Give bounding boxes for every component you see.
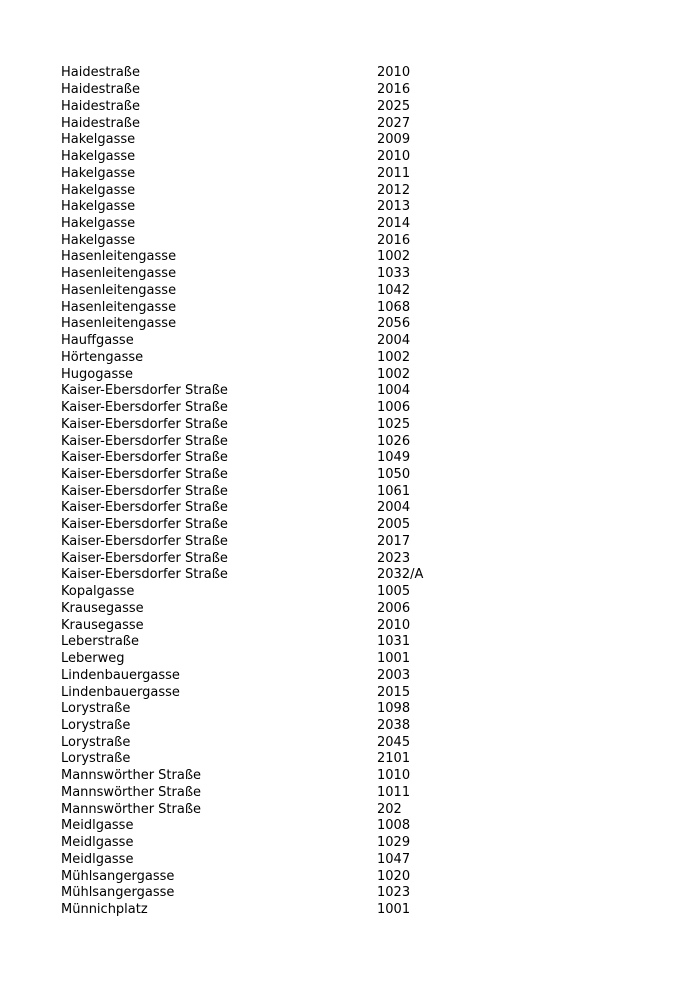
street-name: Haidestraße (61, 82, 140, 98)
house-number: 1002 (377, 249, 411, 265)
list-item (61, 316, 581, 333)
list-item (61, 601, 581, 618)
list-item (61, 216, 581, 233)
street-name: Krausegasse (61, 600, 144, 616)
street-name: Meidlgasse (61, 851, 134, 867)
house-number: 1042 (377, 282, 411, 298)
list-item (61, 182, 581, 199)
house-number: 1023 (377, 885, 411, 901)
list-item (61, 98, 581, 115)
street-name: Mannswörther Straße (61, 801, 202, 817)
house-number: 2017 (377, 533, 411, 549)
house-number: 2006 (377, 600, 411, 616)
list-item (61, 534, 581, 551)
house-number: 1001 (377, 651, 411, 667)
street-name: Kaiser-Ebersdorfer Straße (61, 450, 228, 466)
house-number: 1002 (377, 349, 411, 365)
street-name: Meidlgasse (61, 818, 134, 834)
list-item (61, 801, 581, 818)
street-name: Lindenbauergasse (61, 684, 180, 700)
house-number: 2038 (377, 718, 411, 733)
list-item (61, 835, 581, 852)
street-name: Mühlsangergasse (61, 885, 175, 901)
street-name: Hakelgasse (61, 215, 136, 231)
street-name: Hakelgasse (61, 199, 136, 215)
house-number: 2009 (377, 132, 411, 148)
list-item (61, 132, 581, 149)
list-item (61, 349, 581, 366)
street-name: Kaiser-Ebersdorfer Straße (61, 550, 228, 566)
list-item (61, 634, 581, 651)
list-item (61, 232, 581, 249)
street-name: Kaiser-Ebersdorfer Straße (61, 433, 228, 449)
list-item (61, 684, 581, 701)
house-number: 2045 (377, 734, 411, 750)
house-number: 1002 (377, 366, 411, 382)
house-number: 1068 (377, 299, 411, 315)
street-name: Krausegasse (61, 617, 144, 633)
street-name: Hauffgasse (61, 333, 134, 349)
list-item (61, 433, 581, 450)
house-number: 1011 (377, 784, 411, 800)
house-number: 2004 (377, 333, 411, 349)
house-number: 1026 (377, 433, 411, 449)
list-item (61, 467, 581, 484)
list-item (61, 165, 581, 182)
street-name: Kaiser-Ebersdorfer Straße (61, 500, 228, 516)
street-name: Haidestraße (61, 115, 140, 131)
house-number: 1004 (377, 383, 411, 399)
street-name: Kopalgasse (61, 584, 135, 600)
list-item (61, 65, 581, 82)
list-item (61, 701, 581, 718)
list-item (61, 768, 581, 785)
list-item (61, 651, 581, 668)
house-number: 2101 (377, 751, 411, 767)
street-name: Hakelgasse (61, 149, 136, 165)
list-item (61, 751, 581, 768)
house-number: 1031 (377, 634, 411, 650)
street-name: Kaiser-Ebersdorfer Straße (61, 466, 228, 482)
house-number: 1006 (377, 400, 411, 416)
street-name: Lindenbauergasse (61, 667, 180, 683)
list-item (61, 902, 581, 919)
house-number: 202 (377, 801, 402, 817)
house-number: 1047 (377, 851, 411, 867)
street-name: Lorystraße (61, 701, 131, 717)
list-item (61, 82, 581, 99)
list-item (61, 868, 581, 885)
street-name: Kaiser-Ebersdorfer Straße (61, 400, 228, 416)
street-name: Hakelgasse (61, 182, 136, 198)
house-number: 1001 (377, 902, 411, 918)
list-item (61, 416, 581, 433)
list-item (61, 266, 581, 283)
street-name: Leberstraße (61, 634, 139, 650)
house-number: 2032/A (377, 567, 424, 583)
house-number: 2011 (377, 165, 411, 181)
list-item (61, 199, 581, 216)
house-number: 2012 (377, 182, 411, 198)
house-number: 2056 (377, 316, 411, 332)
street-name: Hasenleitengasse (61, 316, 177, 332)
house-number: 1049 (377, 450, 411, 466)
street-name: Meidlgasse (61, 835, 134, 851)
house-number: 2010 (377, 617, 411, 633)
list-item (61, 734, 581, 751)
street-name: Lorystraße (61, 718, 131, 733)
list-item (61, 115, 581, 132)
street-name: Kaiser-Ebersdorfer Straße (61, 416, 228, 432)
list-item (61, 517, 581, 534)
address-list (61, 65, 581, 918)
street-name: Kaiser-Ebersdorfer Straße (61, 483, 228, 499)
house-number: 1010 (377, 768, 411, 784)
list-item (61, 366, 581, 383)
house-number: 2004 (377, 500, 411, 516)
street-name: Mannswörther Straße (61, 784, 202, 800)
street-name: Haidestraße (61, 98, 140, 114)
street-name: Kaiser-Ebersdorfer Straße (61, 383, 228, 399)
street-name: Haidestraße (61, 65, 140, 81)
street-name: Hasenleitengasse (61, 249, 177, 265)
house-number: 2015 (377, 684, 411, 700)
street-name: Hörtengasse (61, 349, 144, 365)
street-name: Hakelgasse (61, 132, 136, 148)
list-item (61, 852, 581, 869)
house-number: 1008 (377, 818, 411, 834)
list-item (61, 584, 581, 601)
house-number: 1033 (377, 266, 411, 282)
street-name: Hakelgasse (61, 165, 136, 181)
street-name: Kaiser-Ebersdorfer Straße (61, 567, 228, 583)
list-item (61, 283, 581, 300)
house-number: 2013 (377, 199, 411, 215)
street-name: Hasenleitengasse (61, 266, 177, 282)
street-name: Hasenleitengasse (61, 282, 177, 298)
list-item (61, 550, 581, 567)
house-number: 1020 (377, 868, 411, 884)
house-number: 2016 (377, 232, 411, 248)
house-number: 1050 (377, 466, 411, 482)
list-item (61, 333, 581, 350)
house-number: 1005 (377, 584, 411, 600)
house-number: 1061 (377, 483, 411, 499)
list-item (61, 617, 581, 634)
house-number: 2014 (377, 215, 411, 231)
list-item (61, 818, 581, 835)
list-item (61, 500, 581, 517)
street-name: Lorystraße (61, 751, 131, 767)
list-item (61, 383, 581, 400)
house-number: 1029 (377, 835, 411, 851)
street-name: Kaiser-Ebersdorfer Straße (61, 533, 228, 549)
house-number: 2016 (377, 82, 411, 98)
list-item (61, 483, 581, 500)
list-item (61, 567, 581, 584)
street-name: Hasenleitengasse (61, 299, 177, 315)
street-name: Hakelgasse (61, 232, 136, 248)
list-item (61, 299, 581, 316)
list-item (61, 450, 581, 467)
street-name: Hugogasse (61, 366, 133, 382)
house-number: 2025 (377, 98, 411, 114)
street-name: Lorystraße (61, 734, 131, 750)
street-name: Münnichplatz (61, 902, 148, 918)
house-number: 2003 (377, 667, 411, 683)
house-number: 1025 (377, 416, 411, 432)
list-item (61, 667, 581, 684)
house-number: 2023 (377, 550, 411, 566)
house-number: 2005 (377, 517, 411, 533)
list-item (61, 249, 581, 266)
street-name: Kaiser-Ebersdorfer Straße (61, 517, 228, 533)
list-item (61, 785, 581, 802)
list-item (61, 718, 581, 735)
street-name: Mühlsangergasse (61, 868, 175, 884)
house-number: 2010 (377, 65, 411, 81)
list-item (61, 885, 581, 902)
list-item (61, 149, 581, 166)
house-number: 1098 (377, 701, 411, 717)
house-number: 2027 (377, 115, 411, 131)
house-number: 2010 (377, 149, 411, 165)
street-name: Mannswörther Straße (61, 768, 202, 784)
list-item (61, 400, 581, 417)
street-name: Leberweg (61, 651, 125, 667)
